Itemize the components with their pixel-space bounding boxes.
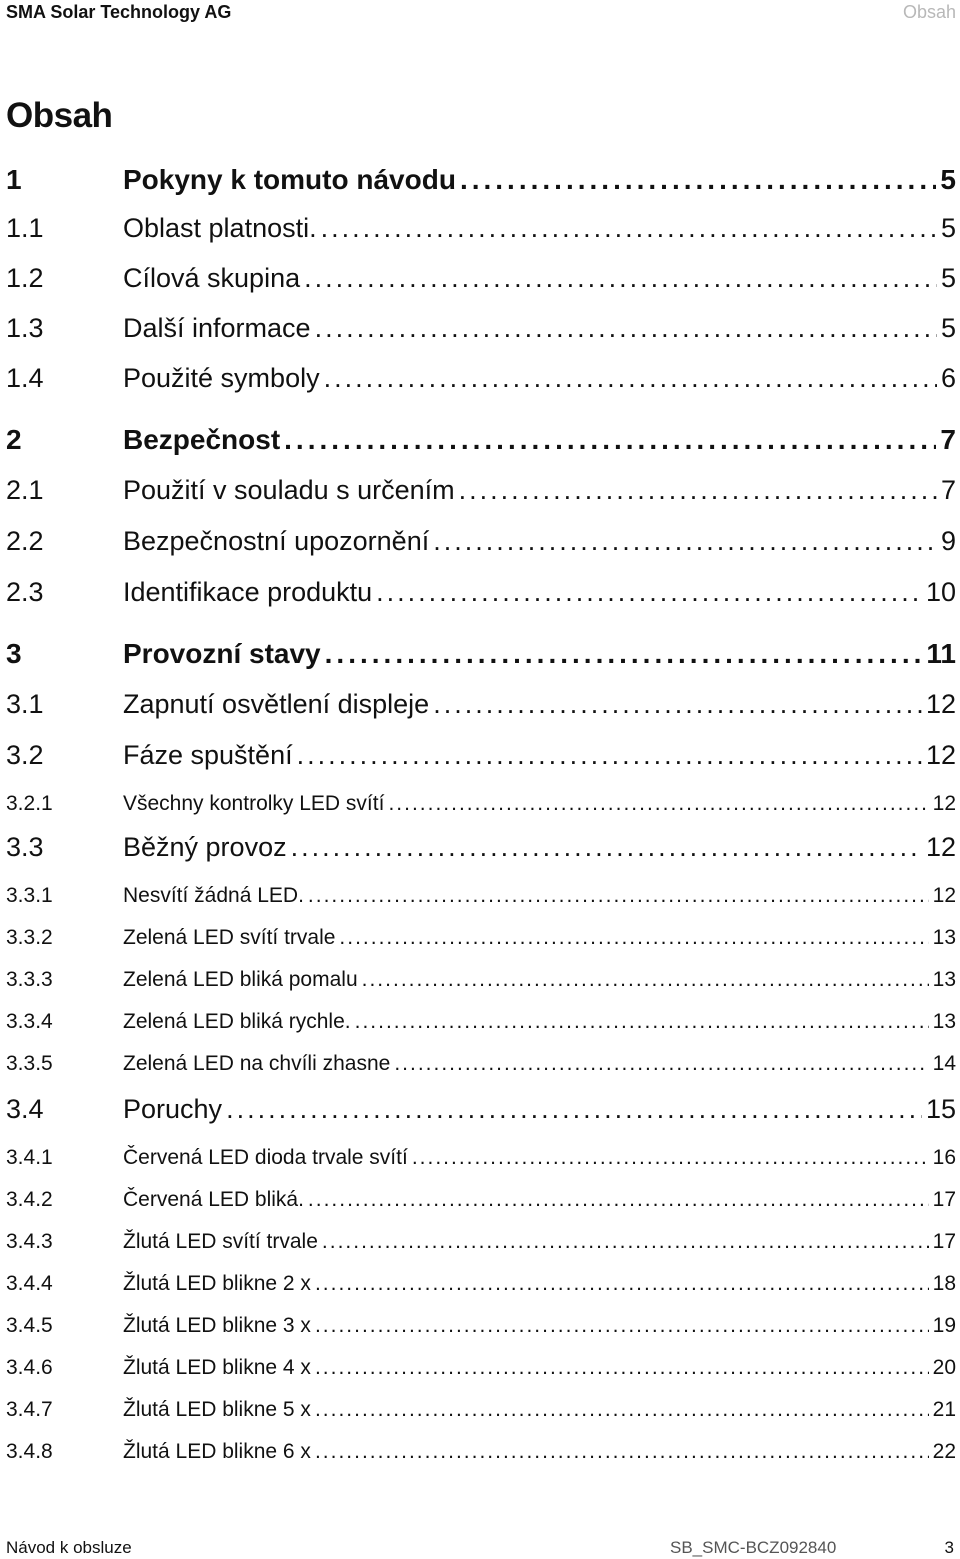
toc-entry-page: 6 [940,363,956,393]
toc-entry-page: 14 [932,1052,956,1075]
toc-entry-number: 3.4.5 [6,1314,53,1337]
toc-entry-page: 17 [932,1188,956,1211]
toc-dot-leader [304,263,937,294]
toc-entry[interactable] [0,689,960,729]
toc-entry-number: 3.4.2 [6,1188,53,1211]
toc-entry-title: Bezpečnostní upozornění [123,526,430,556]
toc-entry-title: Žlutá LED blikne 6 x [123,1440,311,1463]
toc-entry-number: 3.3.4 [6,1010,53,1033]
toc-entry-page: 12 [932,792,956,815]
toc-entry-number: 2.3 [6,577,44,607]
toc-entry-title: Pokyny k tomuto návodu [123,164,456,195]
toc-entry[interactable] [0,832,960,872]
toc-entry-number: 3.2.1 [6,792,53,815]
toc-entry-number: 1.4 [6,363,44,393]
toc-entry[interactable] [0,1052,960,1084]
document-type: Návod k obsluze [6,1538,132,1557]
toc-dot-leader [308,1188,929,1212]
toc-entry-number: 3.4.1 [6,1146,53,1169]
toc-entry-title: Poruchy [123,1094,223,1124]
toc-entry[interactable] [0,638,960,678]
toc-entry-page: 18 [932,1272,956,1295]
toc-dot-leader [297,740,922,771]
toc-entry-page: 17 [932,1230,956,1253]
toc-entry-title: Oblast platnosti. [123,213,317,243]
toc-entry-title: Žlutá LED blikne 2 x [123,1272,311,1295]
toc-entry-title: Další informace [123,313,311,343]
toc-dot-leader [315,313,937,344]
toc-entry-page: 15 [925,1094,956,1124]
toc-dot-leader [315,1272,929,1296]
toc-entry-title: Cílová skupina [123,263,301,293]
toc-entry[interactable] [0,1230,960,1262]
toc-entry-title: Použité symboly [123,363,320,393]
toc-entry-title: Zelená LED svítí trvale [123,926,336,949]
toc-entry-number: 1.1 [6,213,44,243]
toc-entry-page: 16 [932,1146,956,1169]
toc-dot-leader [433,689,922,720]
toc-entry[interactable] [0,263,960,303]
toc-entry[interactable] [0,1440,960,1472]
toc-entry-page: 22 [932,1440,956,1463]
toc-dot-leader [308,884,929,908]
toc-entry-number: 3.4.4 [6,1272,53,1295]
toc-dot-leader [315,1356,929,1380]
toc-dot-leader [325,638,923,670]
toc-entry[interactable] [0,1094,960,1134]
toc-dot-leader [226,1094,922,1125]
toc-entry-number: 3.4.3 [6,1230,53,1253]
toc-entry-page: 5 [940,213,956,243]
toc-dot-leader [460,164,936,196]
toc-entry-title: Žlutá LED blikne 5 x [123,1398,311,1421]
toc-dot-leader [355,1010,929,1034]
toc-entry-page: 11 [926,638,956,669]
toc-entry-title: Použití v souladu s určením [123,475,455,505]
toc-entry-number: 1.2 [6,263,44,293]
toc-entry-number: 3.3.2 [6,926,53,949]
toc-entry-title: Žlutá LED blikne 3 x [123,1314,311,1337]
toc-entry-title: Zelená LED na chvíli zhasne [123,1052,391,1075]
toc-entry-number: 3.4.6 [6,1356,53,1379]
section-name: Obsah [902,2,956,22]
toc-entry[interactable] [0,1010,960,1042]
toc-entry-title: Provozní stavy [123,638,321,669]
toc-entry-number: 3.3.1 [6,884,53,907]
toc-entry-title: Identifikace produktu [123,577,373,607]
toc-entry[interactable] [0,1356,960,1388]
toc-dot-leader [315,1440,929,1464]
toc-entry[interactable] [0,475,960,515]
toc-entry-number: 1.3 [6,313,44,343]
toc-entry[interactable] [0,577,960,617]
toc-entry-number: 2.2 [6,526,44,556]
page-footer [0,1538,960,1559]
document-code: SB_SMC-BCZ092840 [670,1538,837,1557]
toc-entry-number: 3 [6,638,22,669]
toc-entry[interactable] [0,1146,960,1178]
toc-entry[interactable] [0,363,960,403]
toc-entry-title: Červená LED dioda trvale svítí [123,1146,408,1169]
toc-dot-leader [321,213,937,244]
toc-entry[interactable] [0,213,960,253]
toc-entry-page: 12 [925,740,956,770]
toc-entry-page: 7 [940,424,956,455]
toc-entry[interactable] [0,1398,960,1430]
toc-entry-title: Zapnutí osvětlení displeje [123,689,430,719]
toc-dot-leader [362,968,929,992]
toc-entry-number: 3.4.8 [6,1440,53,1463]
toc-entry-number: 3.3.5 [6,1052,53,1075]
page-number: 3 [944,1538,954,1557]
toc-entry[interactable] [0,424,960,464]
toc-entry-page: 9 [940,526,956,556]
toc-entry-title: Červená LED bliká. [123,1188,304,1211]
toc-entry-page: 7 [940,475,956,505]
toc-entry-page: 12 [932,884,956,907]
toc-dot-leader [394,1052,928,1076]
toc-dot-leader [339,926,928,950]
toc-entry-number: 2.1 [6,475,44,505]
page-title: Obsah [6,96,113,135]
toc-dot-leader [376,577,922,608]
toc-entry-title: Žlutá LED blikne 4 x [123,1356,311,1379]
toc-entry-number: 3.4 [6,1094,44,1124]
toc-entry-page: 13 [932,1010,956,1033]
toc-entry-page: 5 [940,164,956,195]
toc-dot-leader [315,1398,929,1422]
toc-entry-page: 13 [932,926,956,949]
toc-entry-number: 3.3.3 [6,968,53,991]
toc-dot-leader [284,424,936,456]
toc-dot-leader [291,832,922,863]
toc-entry-page: 5 [940,313,956,343]
toc-entry-page: 20 [932,1356,956,1379]
toc-entry-number: 3.2 [6,740,44,770]
toc-entry-page: 12 [925,689,956,719]
toc-entry[interactable] [0,164,960,204]
company-name: SMA Solar Technology AG [6,2,232,22]
toc-dot-leader [412,1146,929,1170]
toc-entry-title: Všechny kontrolky LED svítí [123,792,385,815]
toc-dot-leader [459,475,937,506]
toc-entry-number: 3.3 [6,832,44,862]
toc-dot-leader [388,792,928,816]
toc-entry-title: Bezpečnost [123,424,281,455]
toc-entry-title: Fáze spuštění [123,740,293,770]
toc-entry[interactable] [0,1272,960,1304]
toc-entry[interactable] [0,313,960,353]
toc-entry-number: 3.4.7 [6,1398,53,1421]
toc-entry-number: 3.1 [6,689,44,719]
toc-entry[interactable] [0,792,960,824]
page-header [0,0,960,30]
toc-entry-page: 21 [932,1398,956,1421]
toc-entry-page: 5 [940,263,956,293]
toc-entry-number: 2 [6,424,22,455]
toc-entry-page: 10 [925,577,956,607]
toc-entry-title: Nesvítí žádná LED. [123,884,304,907]
toc-entry-page: 19 [932,1314,956,1337]
toc-entry[interactable] [0,1314,960,1346]
toc-entry-title: Žlutá LED svítí trvale [123,1230,318,1253]
toc-entry[interactable] [0,526,960,566]
toc-dot-leader [322,1230,929,1254]
toc-entry[interactable] [0,1188,960,1220]
toc-entry[interactable] [0,968,960,1000]
toc-entry-title: Zelená LED bliká rychle. [123,1010,351,1033]
toc-dot-leader [433,526,937,557]
toc-entry[interactable] [0,740,960,780]
toc-entry-page: 12 [925,832,956,862]
toc-entry-title: Běžný provoz [123,832,287,862]
toc-entry-page: 13 [932,968,956,991]
toc-dot-leader [315,1314,929,1338]
toc-dot-leader [324,363,937,394]
toc-entry-title: Zelená LED bliká pomalu [123,968,358,991]
toc-entry[interactable] [0,926,960,958]
toc-entry[interactable] [0,884,960,916]
toc-entry-number: 1 [6,164,22,195]
